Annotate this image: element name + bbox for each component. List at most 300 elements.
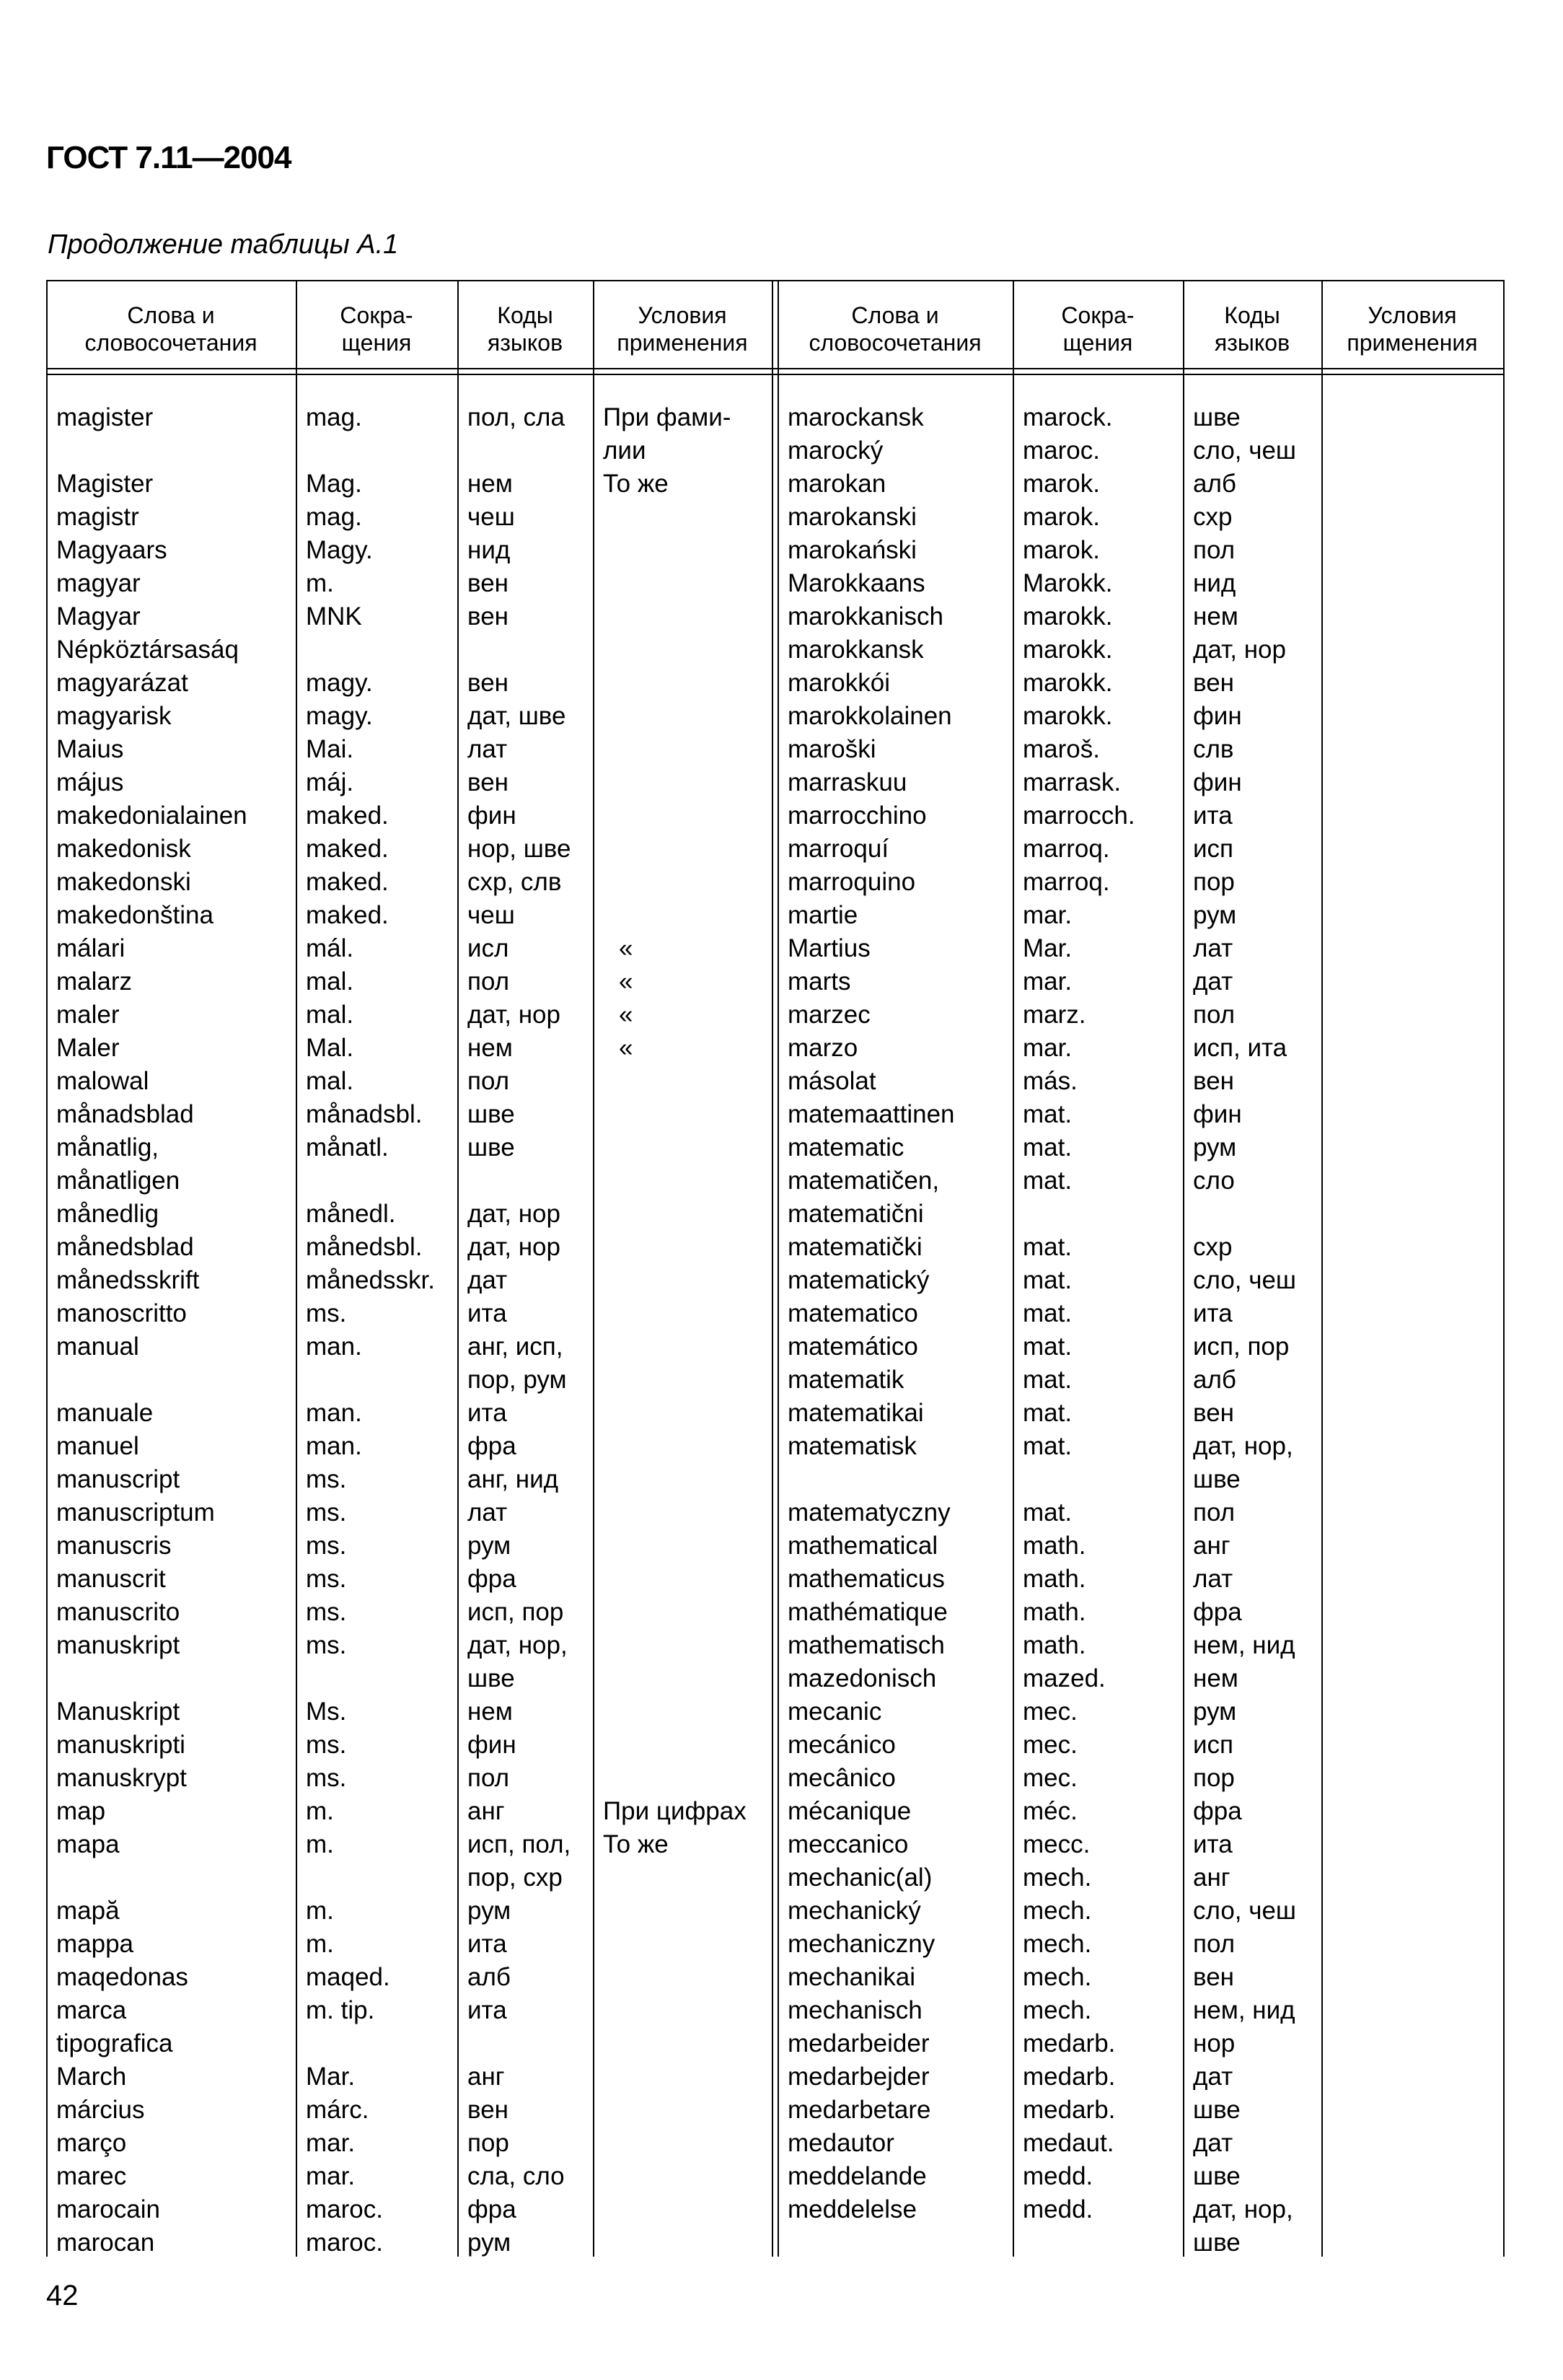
column-divider	[1321, 280, 1323, 2257]
left-cell: mal.	[306, 1067, 354, 1095]
right-cell: meddelande	[788, 2162, 927, 2190]
right-cell: marts	[788, 967, 851, 996]
left-cell: «	[619, 1001, 633, 1029]
left-cell: malarz	[56, 967, 133, 996]
right-cell: marokk.	[1023, 669, 1113, 697]
left-cell: magy.	[306, 669, 373, 697]
right-cell: marok.	[1023, 503, 1100, 531]
right-cell: слв	[1193, 735, 1234, 763]
page-number: 42	[46, 2280, 79, 2311]
left-cell: manuscrito	[56, 1598, 180, 1626]
right-cell: mecanic	[788, 1698, 882, 1726]
right-cell: mec.	[1023, 1764, 1078, 1792]
right-cell: mar.	[1023, 1034, 1073, 1062]
right-cell: matematico	[788, 1299, 918, 1327]
right-cell: mat.	[1023, 1366, 1073, 1394]
right-cell: matematisk	[788, 1432, 917, 1460]
left-cell: исп, пор	[467, 1598, 564, 1626]
left-cell: manoscritto	[56, 1299, 187, 1327]
right-cell: шве	[1193, 2162, 1241, 2190]
column-header-line: Условия	[638, 302, 727, 328]
left-cell: május	[56, 768, 124, 796]
right-cell: рум	[1193, 901, 1237, 929]
column-divider	[1013, 280, 1014, 2257]
right-cell: пор	[1193, 868, 1235, 896]
right-cell: фин	[1193, 702, 1242, 730]
left-cell: makedonština	[56, 901, 213, 929]
left-cell: вен	[467, 602, 508, 631]
right-cell: схр	[1193, 503, 1233, 531]
left-cell: исп, пол,	[467, 1830, 571, 1858]
left-cell: То же	[603, 470, 669, 498]
right-cell: вен	[1193, 1067, 1234, 1095]
left-cell: manuscript	[56, 1465, 180, 1493]
left-cell: лат	[467, 1498, 508, 1527]
left-cell: mapă	[56, 1897, 120, 1925]
left-cell: maked.	[306, 802, 389, 830]
column-header-words	[46, 302, 296, 356]
left-cell: månedsblad	[56, 1233, 194, 1261]
right-cell: mec.	[1023, 1698, 1078, 1726]
right-cell: ита	[1193, 1299, 1233, 1327]
right-cell: medarb.	[1023, 2063, 1116, 2091]
right-cell: marz.	[1023, 1001, 1086, 1029]
right-cell: mat.	[1023, 1399, 1073, 1427]
left-cell: marocain	[56, 2195, 160, 2223]
right-cell: matematički	[788, 1233, 923, 1261]
left-cell: ита	[467, 1996, 507, 2024]
right-cell: сло, чеш	[1193, 436, 1297, 465]
left-cell: анг	[467, 2063, 505, 2091]
left-cell: анг, нид	[467, 1465, 559, 1493]
left-cell: månedsbl.	[306, 1233, 423, 1261]
right-cell: marokkói	[788, 669, 890, 697]
left-cell: março	[56, 2129, 127, 2157]
right-cell: marroquí	[788, 835, 889, 863]
column-header-codes	[457, 302, 593, 356]
right-cell: matematikai	[788, 1399, 924, 1427]
right-cell: исп, ита	[1193, 1034, 1287, 1062]
right-cell: marok.	[1023, 470, 1100, 498]
left-cell: лии	[603, 436, 646, 465]
right-cell: matematik	[788, 1366, 904, 1394]
left-cell: marec	[56, 2162, 127, 2190]
left-cell: пол	[467, 967, 510, 996]
left-cell: magyarisk	[56, 702, 172, 730]
left-cell: пор	[467, 2129, 509, 2157]
right-cell: medautor	[788, 2129, 894, 2157]
right-cell: medaut.	[1023, 2129, 1114, 2157]
left-cell: mar.	[306, 2129, 356, 2157]
right-cell: meccanico	[788, 1830, 909, 1858]
left-cell: ита	[467, 1299, 507, 1327]
right-cell: mech.	[1023, 1963, 1092, 1991]
left-cell: månedl.	[306, 1200, 396, 1228]
left-cell: вен	[467, 2096, 508, 2124]
left-cell: makedonski	[56, 868, 191, 896]
left-cell: ита	[467, 1930, 507, 1958]
right-cell: нем, нид	[1193, 1631, 1295, 1659]
left-cell: дат, нор	[467, 1001, 560, 1029]
left-cell: «	[619, 967, 633, 996]
column-header-line: щения	[1062, 330, 1133, 356]
left-cell: фин	[467, 1731, 516, 1759]
right-cell: сло	[1193, 1167, 1235, 1195]
right-cell: нем	[1193, 1664, 1238, 1692]
right-cell: marrocchino	[788, 802, 927, 830]
left-cell: сла, сло	[467, 2162, 565, 2190]
right-cell: ита	[1193, 802, 1233, 830]
left-cell: ms.	[306, 1498, 347, 1527]
column-divider-double	[778, 280, 779, 2257]
right-cell: лат	[1193, 934, 1233, 962]
right-cell: mechanikai	[788, 1963, 916, 1991]
right-cell: mecc.	[1023, 1830, 1091, 1858]
left-cell: ms.	[306, 1465, 347, 1493]
right-cell: анг	[1193, 1863, 1230, 1892]
right-cell: meddelelse	[788, 2195, 917, 2223]
left-cell: mappa	[56, 1930, 134, 1958]
left-cell: рум	[467, 1897, 511, 1925]
right-cell: mazedonisch	[788, 1664, 937, 1692]
right-cell: marroq.	[1023, 835, 1110, 863]
right-cell: marraskuu	[788, 768, 907, 796]
left-cell: рум	[467, 1532, 511, 1560]
right-cell: mat.	[1023, 1133, 1073, 1162]
column-divider	[593, 280, 594, 2257]
right-cell: исп	[1193, 1731, 1234, 1759]
right-cell: marokański	[788, 536, 917, 564]
right-cell: пор	[1193, 1764, 1235, 1792]
right-cell: алб	[1193, 1366, 1236, 1394]
right-cell: más.	[1023, 1067, 1078, 1095]
left-cell: чеш	[467, 503, 515, 531]
left-cell: månedlig	[56, 1200, 159, 1228]
left-cell: Ms.	[306, 1698, 347, 1726]
right-cell: шве	[1193, 2228, 1241, 2257]
right-cell: marokk.	[1023, 702, 1113, 730]
left-cell: фин	[467, 802, 516, 830]
right-cell: marokk.	[1023, 636, 1113, 664]
right-cell: mat.	[1023, 1332, 1073, 1361]
left-cell: Mal.	[306, 1034, 354, 1062]
left-cell: Maler	[56, 1034, 120, 1062]
left-cell: дат, нор	[467, 1200, 560, 1228]
left-cell: ms.	[306, 1565, 347, 1593]
right-cell: Marokkaans	[788, 569, 925, 597]
right-cell: mécanique	[788, 1797, 912, 1825]
left-cell: шве	[467, 1100, 515, 1128]
right-cell: math.	[1023, 1565, 1086, 1593]
left-cell: MNK	[306, 602, 362, 631]
left-cell: Manuskript	[56, 1698, 180, 1726]
left-cell: дат, шве	[467, 702, 566, 730]
left-cell: m.	[306, 569, 334, 597]
left-cell: ms.	[306, 1731, 347, 1759]
left-cell: пол	[467, 1764, 510, 1792]
column-header-line: применения	[1347, 330, 1478, 356]
left-cell: «	[619, 1034, 633, 1062]
right-cell: ита	[1193, 1830, 1233, 1858]
right-cell: рум	[1193, 1133, 1237, 1162]
left-cell: magy.	[306, 702, 373, 730]
left-cell: Magister	[56, 470, 154, 498]
right-cell: дат, нор,	[1193, 2195, 1293, 2223]
left-cell: Mai.	[306, 735, 354, 763]
left-cell: Maius	[56, 735, 124, 763]
right-cell: mazed.	[1023, 1664, 1106, 1692]
left-cell: чеш	[467, 901, 515, 929]
left-cell: manual	[56, 1332, 139, 1361]
right-cell: mat.	[1023, 1498, 1073, 1527]
left-cell: ms.	[306, 1532, 347, 1560]
left-cell: manuskrypt	[56, 1764, 187, 1792]
column-header-line: языков	[487, 330, 563, 356]
left-cell: maroc.	[306, 2195, 383, 2223]
right-cell: фин	[1193, 768, 1242, 796]
right-cell: пол	[1193, 1001, 1236, 1029]
left-cell: нем	[467, 1698, 513, 1726]
right-cell: Marokk.	[1023, 569, 1113, 597]
right-cell: marzo	[788, 1034, 858, 1062]
left-cell: фра	[467, 1432, 516, 1460]
right-cell: шве	[1193, 1465, 1241, 1493]
left-cell: márc.	[306, 2096, 369, 2124]
right-cell: marokkanisch	[788, 602, 943, 631]
column-header-words	[778, 302, 1013, 356]
right-cell: нор	[1193, 2029, 1236, 2058]
right-cell: matematični	[788, 1200, 924, 1228]
left-cell: tipografica	[56, 2029, 173, 2058]
header-rule-2	[46, 374, 1503, 375]
right-cell: mech.	[1023, 1863, 1092, 1892]
right-cell: másolat	[788, 1067, 876, 1095]
left-cell: Mar.	[306, 2063, 356, 2091]
left-cell: шве	[467, 1664, 515, 1692]
right-cell: mat.	[1023, 1432, 1073, 1460]
left-cell: månatligen	[56, 1167, 180, 1195]
right-cell: дат, нор,	[1193, 1432, 1293, 1460]
left-cell: исл	[467, 934, 509, 962]
right-cell: шве	[1193, 2096, 1241, 2124]
left-cell: Magyaars	[56, 536, 167, 564]
left-cell: mag.	[306, 403, 362, 431]
left-cell: maked.	[306, 835, 389, 863]
header-rule	[46, 368, 1503, 369]
left-cell: алб	[467, 1963, 511, 1991]
right-cell: Mar.	[1023, 934, 1073, 962]
column-header-line: Коды	[497, 302, 553, 328]
right-cell: сло, чеш	[1193, 1266, 1297, 1294]
left-cell: лат	[467, 735, 508, 763]
left-cell: maked.	[306, 868, 389, 896]
left-cell: нид	[467, 536, 511, 564]
right-cell: matemático	[788, 1332, 918, 1361]
left-cell: man.	[306, 1332, 362, 1361]
column-divider	[296, 280, 297, 2257]
right-cell: marrask.	[1023, 768, 1122, 796]
right-cell: méc.	[1023, 1797, 1078, 1825]
left-cell: пор, схр	[467, 1863, 563, 1892]
right-cell: marock.	[1023, 403, 1113, 431]
column-header-codes	[1183, 302, 1321, 356]
left-cell: Magy.	[306, 536, 373, 564]
left-cell: анг, исп,	[467, 1332, 563, 1361]
table-top-border	[46, 280, 1503, 281]
left-cell: нор, шве	[467, 835, 571, 863]
right-cell: сло, чеш	[1193, 1897, 1297, 1925]
right-cell: marockansk	[788, 403, 924, 431]
left-cell: фра	[467, 1565, 516, 1593]
left-cell: нем	[467, 470, 513, 498]
left-cell: m.	[306, 1897, 334, 1925]
left-cell: manuscrit	[56, 1565, 166, 1593]
right-cell: martie	[788, 901, 858, 929]
left-cell: máj.	[306, 768, 354, 796]
left-cell: man.	[306, 1432, 362, 1460]
column-header-abbr	[1013, 302, 1183, 356]
left-cell: magyarázat	[56, 669, 188, 697]
left-cell: пор, рум	[467, 1366, 567, 1394]
left-cell: månedsskrift	[56, 1266, 200, 1294]
left-cell: ms.	[306, 1764, 347, 1792]
left-cell: фра	[467, 2195, 516, 2223]
right-cell: medarbeider	[788, 2029, 930, 2058]
left-cell: дат	[467, 1266, 508, 1294]
left-cell: maqedonas	[56, 1963, 188, 1991]
left-cell: вен	[467, 669, 508, 697]
right-cell: matemaattinen	[788, 1100, 955, 1128]
right-cell: mec.	[1023, 1731, 1078, 1759]
left-cell: ms.	[306, 1631, 347, 1659]
right-cell: Martius	[788, 934, 871, 962]
left-cell: m.	[306, 1797, 334, 1825]
left-cell: månedsskr.	[306, 1266, 435, 1294]
right-cell: mathematicus	[788, 1565, 945, 1593]
column-header-line: Сокра-	[1061, 302, 1135, 328]
left-cell: magyar	[56, 569, 141, 597]
column-header-line: применения	[617, 330, 748, 356]
column-header-line: языков	[1214, 330, 1290, 356]
column-header-line: словосочетания	[809, 330, 982, 356]
right-cell: нид	[1193, 569, 1236, 597]
left-cell: ита	[467, 1399, 507, 1427]
left-cell: mag.	[306, 503, 362, 531]
left-cell: «	[619, 934, 633, 962]
left-cell: makedonisk	[56, 835, 191, 863]
right-cell: marocký	[788, 436, 884, 465]
right-cell: math.	[1023, 1598, 1086, 1626]
right-cell: mathématique	[788, 1598, 948, 1626]
column-divider	[1503, 280, 1505, 2257]
left-cell: mal.	[306, 967, 354, 996]
right-cell: matematyczny	[788, 1498, 951, 1527]
left-cell: дат, нор	[467, 1233, 560, 1261]
left-cell: mar.	[306, 2162, 356, 2190]
left-cell: månadsbl.	[306, 1100, 423, 1128]
left-cell: magistr	[56, 503, 139, 531]
right-cell: фра	[1193, 1598, 1242, 1626]
column-divider	[772, 280, 773, 2257]
right-cell: medarbetare	[788, 2096, 931, 2124]
left-cell: mal.	[306, 1001, 354, 1029]
left-cell: Mag.	[306, 470, 362, 498]
left-cell: manuel	[56, 1432, 139, 1460]
right-cell: шве	[1193, 403, 1241, 431]
left-cell: makedonialainen	[56, 802, 247, 830]
left-cell: ms.	[306, 1299, 347, 1327]
right-cell: marokanski	[788, 503, 917, 531]
left-cell: manuale	[56, 1399, 154, 1427]
right-cell: medd.	[1023, 2162, 1093, 2190]
right-cell: анг	[1193, 1532, 1230, 1560]
right-cell: схр	[1193, 1233, 1233, 1261]
right-cell: mat.	[1023, 1100, 1073, 1128]
left-cell: mál.	[306, 934, 354, 962]
column-header-line: Слова и	[127, 302, 215, 328]
column-header-cond	[593, 302, 772, 356]
right-cell: math.	[1023, 1532, 1086, 1560]
left-cell: marocan	[56, 2228, 155, 2257]
right-cell: пол	[1193, 536, 1236, 564]
right-cell: marok.	[1023, 536, 1100, 564]
left-cell: дат, нор,	[467, 1631, 568, 1659]
right-cell: marroquino	[788, 868, 916, 896]
right-cell: marrocch.	[1023, 802, 1135, 830]
right-cell: mecánico	[788, 1731, 896, 1759]
right-cell: mechanisch	[788, 1996, 923, 2024]
left-cell: mapa	[56, 1830, 120, 1858]
right-cell: дат	[1193, 2063, 1233, 2091]
left-cell: månadsblad	[56, 1100, 194, 1128]
column-header-line: Коды	[1224, 302, 1280, 328]
right-cell: mech.	[1023, 1930, 1092, 1958]
column-header-abbr	[296, 302, 457, 356]
right-cell: medarb.	[1023, 2096, 1116, 2124]
left-cell: maqed.	[306, 1963, 390, 1991]
left-cell: manuscriptum	[56, 1498, 215, 1527]
left-cell: То же	[603, 1830, 669, 1858]
right-cell: marzec	[788, 1001, 871, 1029]
column-header-line: щения	[341, 330, 412, 356]
right-cell: лат	[1193, 1565, 1233, 1593]
column-header-line: Сокра-	[340, 302, 413, 328]
right-cell: дат	[1193, 967, 1233, 996]
left-cell: man.	[306, 1399, 362, 1427]
right-cell: mechanický	[788, 1897, 921, 1925]
right-cell: фин	[1193, 1100, 1242, 1128]
right-cell: maroš.	[1023, 735, 1100, 763]
right-cell: marokk.	[1023, 602, 1113, 631]
column-header-line: Условия	[1368, 302, 1457, 328]
right-cell: mat.	[1023, 1266, 1073, 1294]
right-cell: marokan	[788, 470, 886, 498]
page-header: ГОСТ 7.11—2004	[46, 140, 291, 175]
right-cell: mechaniczny	[788, 1930, 935, 1958]
right-cell: mathematical	[788, 1532, 938, 1560]
left-cell: вен	[467, 569, 508, 597]
right-cell: matematic	[788, 1133, 904, 1162]
left-cell: шве	[467, 1133, 515, 1162]
right-cell: mat.	[1023, 1167, 1073, 1195]
left-cell: manuscris	[56, 1532, 172, 1560]
right-cell: matematičen,	[788, 1167, 940, 1195]
right-cell: mecânico	[788, 1764, 896, 1792]
right-cell: пол	[1193, 1930, 1236, 1958]
right-cell: нем, нид	[1193, 1996, 1295, 2024]
right-cell: пол	[1193, 1498, 1236, 1527]
right-cell: нем	[1193, 602, 1238, 631]
